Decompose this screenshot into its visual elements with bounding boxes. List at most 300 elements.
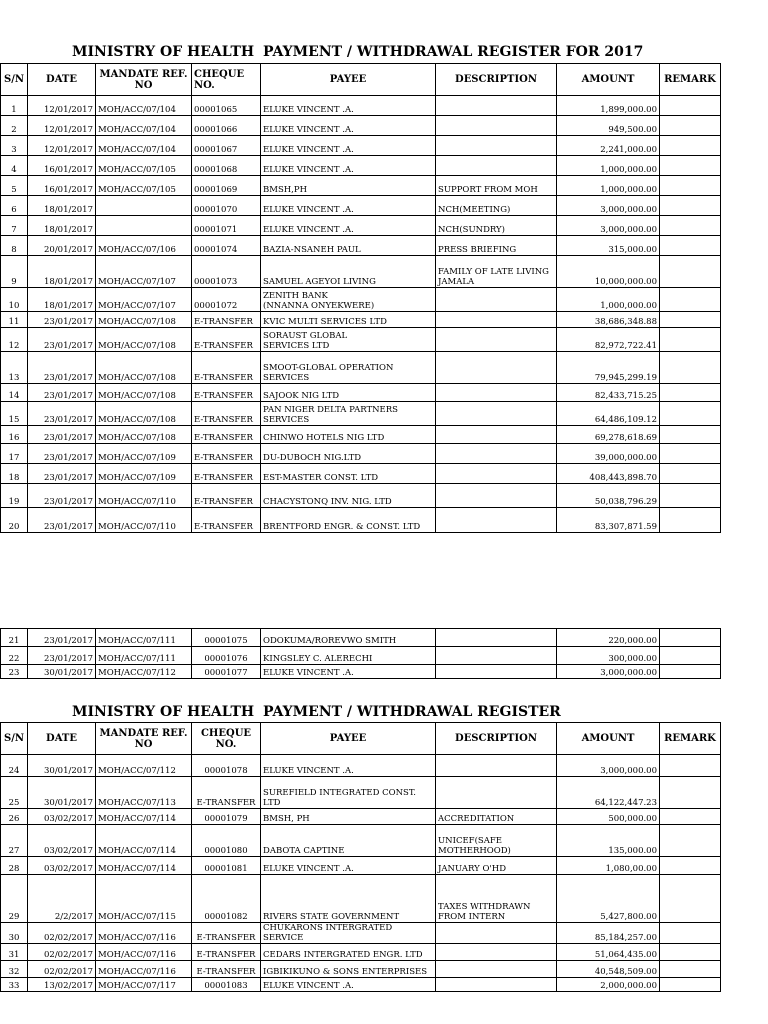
cell-sn: 17 xyxy=(1,444,28,464)
cell-date: 23/01/2017 xyxy=(28,384,96,402)
cell-description xyxy=(436,96,557,116)
table-row xyxy=(1,665,721,679)
cell-payee: ELUKE VINCENT .A. xyxy=(261,116,436,136)
table-row xyxy=(1,384,721,402)
cell-remark xyxy=(660,444,721,464)
cell-sn: 5 xyxy=(1,176,28,196)
cell-cheque-no: 00001078 xyxy=(192,755,261,777)
cell-payee: KVIC MULTI SERVICES LTD xyxy=(261,312,436,328)
cell-cheque-no: 00001072 xyxy=(192,288,261,312)
table-row xyxy=(1,288,721,312)
table-row xyxy=(1,647,721,665)
cell-amount: 40,548,509.00 xyxy=(557,961,660,978)
cell-description xyxy=(436,629,557,647)
cell-description xyxy=(436,156,557,176)
cell-date: 02/02/2017 xyxy=(28,944,96,961)
cell-sn: 6 xyxy=(1,196,28,216)
cell-mandate-ref: MOH/ACC/07/112 xyxy=(96,755,192,777)
cell-sn: 3 xyxy=(1,136,28,156)
cell-cheque-no: 00001073 xyxy=(192,256,261,288)
header-sn: S/N xyxy=(1,723,28,755)
cell-description: ACCREDITATION xyxy=(436,809,557,825)
cell-amount: 82,433,715.25 xyxy=(557,384,660,402)
cell-cheque-no: E-TRANSFER xyxy=(192,923,261,944)
cell-mandate-ref: MOH/ACC/07/111 xyxy=(96,629,192,647)
cell-payee: ELUKE VINCENT .A. xyxy=(261,665,436,679)
cell-payee: ELUKE VINCENT .A. xyxy=(261,857,436,875)
cell-remark xyxy=(660,944,721,961)
cell-payee: SAJOOK NIG LTD xyxy=(261,384,436,402)
table-header-row xyxy=(1,723,721,755)
cell-date: 30/01/2017 xyxy=(28,777,96,809)
cell-mandate-ref: MOH/ACC/07/105 xyxy=(96,156,192,176)
cell-description: TAXES WITHDRAWN FROM INTERN xyxy=(436,875,557,923)
cell-amount: 38,686,348.88 xyxy=(557,312,660,328)
cell-sn: 15 xyxy=(1,402,28,426)
table-row xyxy=(1,156,721,176)
table-row xyxy=(1,629,721,647)
cell-payee: SAMUEL AGEYOI LIVING xyxy=(261,256,436,288)
cell-amount: 64,122,447.23 xyxy=(557,777,660,809)
header-sn: S/N xyxy=(1,64,28,96)
cell-amount: 3,000,000.00 xyxy=(557,755,660,777)
header-payee: PAYEE xyxy=(261,64,436,96)
cell-date: 03/02/2017 xyxy=(28,857,96,875)
cell-payee: BAZIA-NSANEH PAUL xyxy=(261,236,436,256)
cell-description xyxy=(436,328,557,352)
ministry-heading: MINISTRY OF HEALTH xyxy=(72,44,255,60)
cell-payee: CHINWO HOTELS NIG LTD xyxy=(261,426,436,444)
cell-mandate-ref: MOH/ACC/07/109 xyxy=(96,464,192,484)
cell-amount: 1,000,000.00 xyxy=(557,156,660,176)
cell-sn: 20 xyxy=(1,508,28,533)
cell-amount: 51,064,435.00 xyxy=(557,944,660,961)
cell-mandate-ref: MOH/ACC/07/108 xyxy=(96,328,192,352)
cell-date: 12/01/2017 xyxy=(28,136,96,156)
cell-description xyxy=(436,647,557,665)
header-remark: REMARK xyxy=(660,64,721,96)
register-table-2 xyxy=(0,722,721,992)
register-table-continued xyxy=(0,628,721,679)
cell-description xyxy=(436,136,557,156)
cell-description: JANUARY O'HD xyxy=(436,857,557,875)
cell-date: 23/01/2017 xyxy=(28,647,96,665)
cell-amount: 1,899,000.00 xyxy=(557,96,660,116)
cell-mandate-ref: MOH/ACC/07/108 xyxy=(96,352,192,384)
table-row xyxy=(1,328,721,352)
cell-amount: 408,443,898.70 xyxy=(557,464,660,484)
cell-payee: DABOTA CAPTINE xyxy=(261,825,436,857)
cell-sn: 4 xyxy=(1,156,28,176)
cell-mandate-ref: MOH/ACC/07/104 xyxy=(96,96,192,116)
cell-amount: 3,000,000.00 xyxy=(557,196,660,216)
header-description: DESCRIPTION xyxy=(436,64,557,96)
cell-mandate-ref: MOH/ACC/07/110 xyxy=(96,484,192,508)
cell-payee: KINGSLEY C. ALERECHI xyxy=(261,647,436,665)
cell-amount: 135,000.00 xyxy=(557,825,660,857)
cell-date: 12/01/2017 xyxy=(28,116,96,136)
cell-payee: SMOOT-GLOBAL OPERATION SERVICES xyxy=(261,352,436,384)
cell-description xyxy=(436,755,557,777)
cell-amount: 5,427,800.00 xyxy=(557,875,660,923)
cell-sn: 33 xyxy=(1,978,28,992)
header-date: DATE xyxy=(28,64,96,96)
cell-description xyxy=(436,116,557,136)
cell-payee: RIVERS STATE GOVERNMENT xyxy=(261,875,436,923)
cell-date: 23/01/2017 xyxy=(28,328,96,352)
cell-date: 16/01/2017 xyxy=(28,176,96,196)
cell-mandate-ref: MOH/ACC/07/108 xyxy=(96,384,192,402)
cell-date: 23/01/2017 xyxy=(28,426,96,444)
cell-description xyxy=(436,508,557,533)
cell-sn: 28 xyxy=(1,857,28,875)
cell-amount: 79,945,299.19 xyxy=(557,352,660,384)
cell-cheque-no: E-TRANSFER xyxy=(192,426,261,444)
cell-cheque-no: E-TRANSFER xyxy=(192,508,261,533)
register-table xyxy=(0,63,721,533)
cell-cheque-no: E-TRANSFER xyxy=(192,384,261,402)
table-row xyxy=(1,464,721,484)
cell-remark xyxy=(660,464,721,484)
cell-description xyxy=(436,923,557,944)
cell-remark xyxy=(660,825,721,857)
cell-cheque-no: E-TRANSFER xyxy=(192,464,261,484)
table-row xyxy=(1,236,721,256)
cell-sn: 23 xyxy=(1,665,28,679)
cell-amount: 300,000.00 xyxy=(557,647,660,665)
header-remark: REMARK xyxy=(660,723,721,755)
cell-payee: CEDARS INTERGRATED ENGR. LTD xyxy=(261,944,436,961)
cell-date: 03/02/2017 xyxy=(28,825,96,857)
cell-mandate-ref xyxy=(96,196,192,216)
cell-sn: 11 xyxy=(1,312,28,328)
cell-description xyxy=(436,464,557,484)
cell-remark xyxy=(660,978,721,992)
cell-cheque-no: 00001068 xyxy=(192,156,261,176)
cell-date: 03/02/2017 xyxy=(28,809,96,825)
cell-payee: PAN NIGER DELTA PARTNERS SERVICES xyxy=(261,402,436,426)
cell-remark xyxy=(660,857,721,875)
cell-remark xyxy=(660,809,721,825)
cell-remark xyxy=(660,96,721,116)
cell-remark xyxy=(660,923,721,944)
table-row xyxy=(1,352,721,384)
cell-remark xyxy=(660,256,721,288)
cell-date: 18/01/2017 xyxy=(28,288,96,312)
cell-payee: ELUKE VINCENT .A. xyxy=(261,978,436,992)
cell-date: 23/01/2017 xyxy=(28,402,96,426)
cell-description: FAMILY OF LATE LIVING JAMALA xyxy=(436,256,557,288)
cell-mandate-ref: MOH/ACC/07/108 xyxy=(96,402,192,426)
header-amount: AMOUNT xyxy=(557,723,660,755)
cell-mandate-ref: MOH/ACC/07/106 xyxy=(96,236,192,256)
cell-mandate-ref: MOH/ACC/07/109 xyxy=(96,444,192,464)
cell-date: 20/01/2017 xyxy=(28,236,96,256)
cell-sn: 2 xyxy=(1,116,28,136)
cell-cheque-no: E-TRANSFER xyxy=(192,484,261,508)
header-mandate-ref: MANDATE REF. NO xyxy=(96,723,192,755)
cell-amount: 82,972,722.41 xyxy=(557,328,660,352)
cell-cheque-no: E-TRANSFER xyxy=(192,352,261,384)
cell-amount: 1,000,000.00 xyxy=(557,176,660,196)
cell-remark xyxy=(660,236,721,256)
table-row xyxy=(1,755,721,777)
cell-description xyxy=(436,426,557,444)
cell-mandate-ref: MOH/ACC/07/117 xyxy=(96,978,192,992)
cell-cheque-no: 00001070 xyxy=(192,196,261,216)
cell-date: 23/01/2017 xyxy=(28,312,96,328)
cell-payee: BMSH, PH xyxy=(261,809,436,825)
cell-remark xyxy=(660,755,721,777)
cell-remark xyxy=(660,176,721,196)
table-row xyxy=(1,216,721,236)
cell-date: 30/01/2017 xyxy=(28,755,96,777)
cell-description xyxy=(436,484,557,508)
header-cheque: CHEQUE NO. xyxy=(192,64,261,96)
cell-remark xyxy=(660,647,721,665)
table-row xyxy=(1,777,721,809)
cell-payee: IGBIKIKUNO & SONS ENTERPRISES xyxy=(261,961,436,978)
cell-description xyxy=(436,288,557,312)
cell-cheque-no: 00001082 xyxy=(192,875,261,923)
cell-remark xyxy=(660,196,721,216)
cell-sn: 12 xyxy=(1,328,28,352)
cell-sn: 26 xyxy=(1,809,28,825)
cell-mandate-ref: MOH/ACC/07/107 xyxy=(96,256,192,288)
cell-payee: BRENTFORD ENGR. & CONST. LTD xyxy=(261,508,436,533)
cell-description xyxy=(436,444,557,464)
cell-sn: 1 xyxy=(1,96,28,116)
cell-date: 23/01/2017 xyxy=(28,484,96,508)
cell-remark xyxy=(660,156,721,176)
cell-sn: 16 xyxy=(1,426,28,444)
header-cheque: CHEQUE NO. xyxy=(192,723,261,755)
cell-mandate-ref: MOH/ACC/07/111 xyxy=(96,647,192,665)
cell-date: 30/01/2017 xyxy=(28,665,96,679)
cell-cheque-no: 00001069 xyxy=(192,176,261,196)
cell-payee: CHACYSTONQ INV. NIG. LTD xyxy=(261,484,436,508)
cell-mandate-ref: MOH/ACC/07/113 xyxy=(96,777,192,809)
header-amount: AMOUNT xyxy=(557,64,660,96)
table-row xyxy=(1,508,721,533)
cell-cheque-no: E-TRANSFER xyxy=(192,402,261,426)
cell-amount: 39,000,000.00 xyxy=(557,444,660,464)
cell-cheque-no: 00001083 xyxy=(192,978,261,992)
cell-amount: 10,000,000.00 xyxy=(557,256,660,288)
cell-description xyxy=(436,944,557,961)
cell-remark xyxy=(660,961,721,978)
cell-description xyxy=(436,312,557,328)
cell-date: 02/02/2017 xyxy=(28,961,96,978)
cell-payee: ELUKE VINCENT .A. xyxy=(261,216,436,236)
cell-cheque-no: 00001075 xyxy=(192,629,261,647)
cell-cheque-no: E-TRANSFER xyxy=(192,444,261,464)
cell-date: 16/01/2017 xyxy=(28,156,96,176)
cell-payee: SUREFIELD INTEGRATED CONST. LTD xyxy=(261,777,436,809)
cell-remark xyxy=(660,136,721,156)
cell-cheque-no: 00001065 xyxy=(192,96,261,116)
cell-date: 02/02/2017 xyxy=(28,923,96,944)
cell-amount: 315,000.00 xyxy=(557,236,660,256)
cell-cheque-no: E-TRANSFER xyxy=(192,777,261,809)
cell-remark xyxy=(660,426,721,444)
cell-remark xyxy=(660,116,721,136)
table-row xyxy=(1,825,721,857)
cell-amount: 220,000.00 xyxy=(557,629,660,647)
cell-payee: SORAUST GLOBAL SERVICES LTD xyxy=(261,328,436,352)
cell-remark xyxy=(660,508,721,533)
cell-mandate-ref: MOH/ACC/07/104 xyxy=(96,136,192,156)
cell-date: 12/01/2017 xyxy=(28,96,96,116)
cell-amount: 3,000,000.00 xyxy=(557,665,660,679)
register-title-2: PAYMENT / WITHDRAWAL REGISTER xyxy=(263,704,561,720)
cell-payee: ODOKUMA/ROREVWO SMITH xyxy=(261,629,436,647)
cell-mandate-ref: MOH/ACC/07/110 xyxy=(96,508,192,533)
cell-amount: 2,000,000.00 xyxy=(557,978,660,992)
cell-cheque-no: 00001079 xyxy=(192,809,261,825)
cell-date: 23/01/2017 xyxy=(28,629,96,647)
cell-sn: 31 xyxy=(1,944,28,961)
cell-amount: 3,000,000.00 xyxy=(557,216,660,236)
cell-description xyxy=(436,402,557,426)
cell-cheque-no: 00001081 xyxy=(192,857,261,875)
cell-description: UNICEF(SAFE MOTHERHOOD) xyxy=(436,825,557,857)
cell-payee: ZENITH BANK (NNANNA ONYEKWERE) xyxy=(261,288,436,312)
table-row xyxy=(1,978,721,992)
cell-date: 23/01/2017 xyxy=(28,444,96,464)
table-header-row xyxy=(1,64,721,96)
cell-mandate-ref: MOH/ACC/07/108 xyxy=(96,426,192,444)
cell-remark xyxy=(660,312,721,328)
cell-mandate-ref xyxy=(96,216,192,236)
cell-description: SUPPORT FROM MOH xyxy=(436,176,557,196)
cell-cheque-no: E-TRANSFER xyxy=(192,961,261,978)
cell-description: NCH(SUNDRY) xyxy=(436,216,557,236)
table-row xyxy=(1,312,721,328)
cell-amount: 949,500.00 xyxy=(557,116,660,136)
cell-payee: CHUKARONS INTERGRATED SERVICE xyxy=(261,923,436,944)
register-title: PAYMENT / WITHDRAWAL REGISTER FOR 2017 xyxy=(263,44,644,60)
cell-payee: ELUKE VINCENT .A. xyxy=(261,196,436,216)
cell-sn: 24 xyxy=(1,755,28,777)
cell-sn: 10 xyxy=(1,288,28,312)
cell-mandate-ref: MOH/ACC/07/116 xyxy=(96,961,192,978)
cell-payee: ELUKE VINCENT .A. xyxy=(261,96,436,116)
cell-amount: 85,184,257.00 xyxy=(557,923,660,944)
table-row xyxy=(1,426,721,444)
cell-date: 23/01/2017 xyxy=(28,464,96,484)
cell-sn: 14 xyxy=(1,384,28,402)
table-row xyxy=(1,961,721,978)
cell-sn: 27 xyxy=(1,825,28,857)
cell-remark xyxy=(660,216,721,236)
cell-amount: 83,307,871.59 xyxy=(557,508,660,533)
cell-date: 13/02/2017 xyxy=(28,978,96,992)
cell-sn: 9 xyxy=(1,256,28,288)
cell-remark xyxy=(660,288,721,312)
cell-description: NCH(MEETING) xyxy=(436,196,557,216)
cell-cheque-no: 00001076 xyxy=(192,647,261,665)
cell-remark xyxy=(660,484,721,508)
cell-sn: 30 xyxy=(1,923,28,944)
cell-sn: 18 xyxy=(1,464,28,484)
table-row xyxy=(1,484,721,508)
ministry-heading-2: MINISTRY OF HEALTH xyxy=(72,704,255,720)
header-date: DATE xyxy=(28,723,96,755)
cell-sn: 7 xyxy=(1,216,28,236)
cell-payee: ELUKE VINCENT .A. xyxy=(261,755,436,777)
table-row xyxy=(1,944,721,961)
cell-payee: BMSH,PH xyxy=(261,176,436,196)
cell-amount: 1,000,000.00 xyxy=(557,288,660,312)
cell-sn: 22 xyxy=(1,647,28,665)
cell-date: 18/01/2017 xyxy=(28,196,96,216)
cell-remark xyxy=(660,665,721,679)
cell-sn: 21 xyxy=(1,629,28,647)
cell-description xyxy=(436,384,557,402)
cell-sn: 25 xyxy=(1,777,28,809)
cell-date: 2/2/2017 xyxy=(28,875,96,923)
table-row xyxy=(1,402,721,426)
cell-amount: 1,080,00.00 xyxy=(557,857,660,875)
cell-remark xyxy=(660,777,721,809)
table-row xyxy=(1,444,721,464)
cell-remark xyxy=(660,875,721,923)
table-row xyxy=(1,923,721,944)
cell-remark xyxy=(660,629,721,647)
cell-amount: 2,241,000.00 xyxy=(557,136,660,156)
cell-sn: 29 xyxy=(1,875,28,923)
cell-description xyxy=(436,961,557,978)
table-row xyxy=(1,857,721,875)
cell-description xyxy=(436,978,557,992)
cell-cheque-no: 00001074 xyxy=(192,236,261,256)
table-row xyxy=(1,809,721,825)
header-payee: PAYEE xyxy=(261,723,436,755)
cell-mandate-ref: MOH/ACC/07/112 xyxy=(96,665,192,679)
cell-description xyxy=(436,352,557,384)
cell-amount: 50,038,796.29 xyxy=(557,484,660,508)
cell-mandate-ref: MOH/ACC/07/114 xyxy=(96,857,192,875)
cell-remark xyxy=(660,352,721,384)
cell-sn: 13 xyxy=(1,352,28,384)
cell-sn: 8 xyxy=(1,236,28,256)
cell-cheque-no: E-TRANSFER xyxy=(192,328,261,352)
cell-cheque-no: 00001067 xyxy=(192,136,261,156)
cell-date: 18/01/2017 xyxy=(28,216,96,236)
cell-sn: 19 xyxy=(1,484,28,508)
cell-payee: ELUKE VINCENT .A. xyxy=(261,136,436,156)
cell-mandate-ref: MOH/ACC/07/105 xyxy=(96,176,192,196)
header-mandate-ref: MANDATE REF. NO xyxy=(96,64,192,96)
cell-amount: 69,278,618.69 xyxy=(557,426,660,444)
cell-date: 23/01/2017 xyxy=(28,508,96,533)
cell-remark xyxy=(660,384,721,402)
cell-cheque-no: E-TRANSFER xyxy=(192,312,261,328)
cell-cheque-no: E-TRANSFER xyxy=(192,944,261,961)
cell-mandate-ref: MOH/ACC/07/116 xyxy=(96,923,192,944)
table-row xyxy=(1,116,721,136)
cell-cheque-no: 00001077 xyxy=(192,665,261,679)
cell-mandate-ref: MOH/ACC/07/104 xyxy=(96,116,192,136)
table-row xyxy=(1,136,721,156)
cell-date: 18/01/2017 xyxy=(28,256,96,288)
cell-mandate-ref: MOH/ACC/07/114 xyxy=(96,809,192,825)
cell-description: PRESS BRIEFING xyxy=(436,236,557,256)
table-row xyxy=(1,176,721,196)
cell-payee: EST-MASTER CONST. LTD xyxy=(261,464,436,484)
cell-mandate-ref: MOH/ACC/07/108 xyxy=(96,312,192,328)
